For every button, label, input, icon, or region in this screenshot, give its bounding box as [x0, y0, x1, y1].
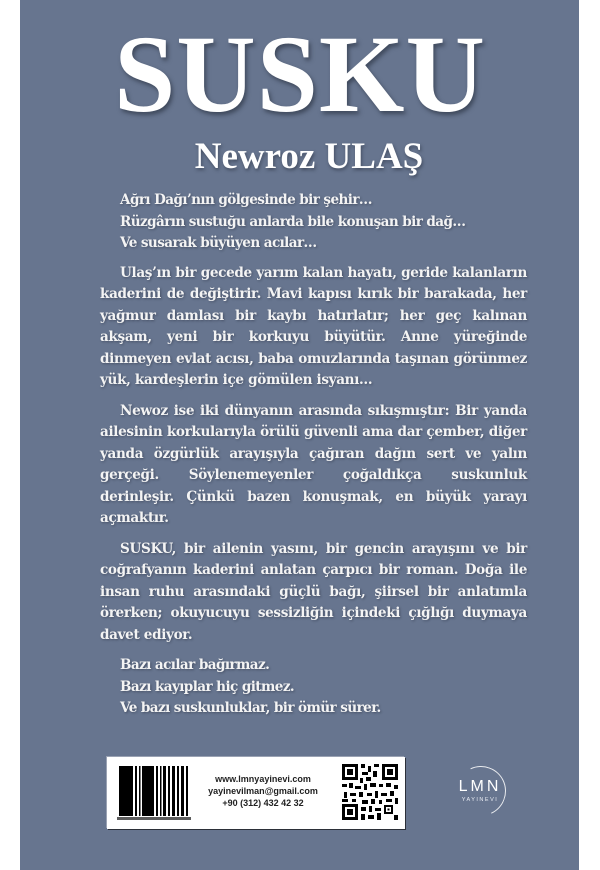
publisher-website[interactable]: www.lmnyayinevi.com — [215, 774, 311, 784]
logo-subtitle: YAYINEVI — [461, 797, 499, 803]
publisher-logo — [456, 766, 508, 818]
logo-wordmark: LMN — [458, 778, 502, 795]
intro-line: Ve susarak büyüyen acılar… — [120, 235, 317, 251]
closing-line: Ve bazı suskunluklar, bir ömür sürer. — [120, 700, 381, 716]
blurb-paragraph: SUSKU, bir ailenin yasını, bir gencin arayışını ve bir coğrafyanın kaderini anlatan çarpıcı bir roman. Doğa ile insan ruhu arasındaki güçlü bağı, şiirsel bir anlatımla örerken; okuyucuyu sessizliğin içindeki çığlığı duymaya davet ediyor. — [100, 540, 527, 643]
intro-lines — [100, 190, 527, 255]
qr-code — [340, 762, 400, 822]
qr-code-graphic — [340, 762, 400, 822]
intro-line: Ağrı Dağı’nın gölgesinde bir şehir… — [120, 192, 372, 208]
blurb-paragraph: Newoz ise iki dünyanın arasında sıkışmıştır: Bir yanda ailesinin korkularıyla örülü güvenli ama dar çember, diğer yanda özgürlük arayışıyla çağıran dağın sert ve yalın gerçeği. Söylenemeyenler çoğaldıkça suskunluk derinleşir. Çünkü bazen konuşmak, en büyük yarayı açmaktır. — [100, 402, 527, 526]
book-author: Newroz ULAŞ — [194, 136, 424, 177]
closing-line: Bazı acılar bağırmaz. — [120, 657, 270, 673]
closing-lines — [100, 655, 527, 720]
closing-line: Bazı kayıplar hiç gitmez. — [120, 678, 295, 695]
barcode-graphic — [115, 764, 193, 823]
book-title: SUSKU — [114, 13, 486, 135]
blurb-paragraph: Ulaş’ın bir gecede yarım kalan hayatı, geride kalanların kaderini de değiştirir. Mavi kapısı kırık bir barakada, her yağmur damlası bir kaybı hatırlatır; her geç kalınan akşam, yeni bir korkuyu büyütür. Anne yüreğinde dinmeyen evlat acısı, baba omuzlarında taşınan görünmez yük, kardeşlerin içe gömülen isyanı… — [100, 264, 527, 388]
publisher-phone: +90 (312) 432 42 32 — [222, 798, 304, 808]
publisher-email[interactable]: yayinevilman@gmail.com — [208, 786, 318, 796]
publisher-label — [107, 757, 405, 829]
isbn-barcode — [115, 764, 193, 823]
blurb — [100, 190, 527, 720]
intro-line: Rüzgârın sustuğu anlarda bile konuşan bir dağ… — [120, 213, 466, 230]
publisher-contact — [197, 773, 329, 809]
